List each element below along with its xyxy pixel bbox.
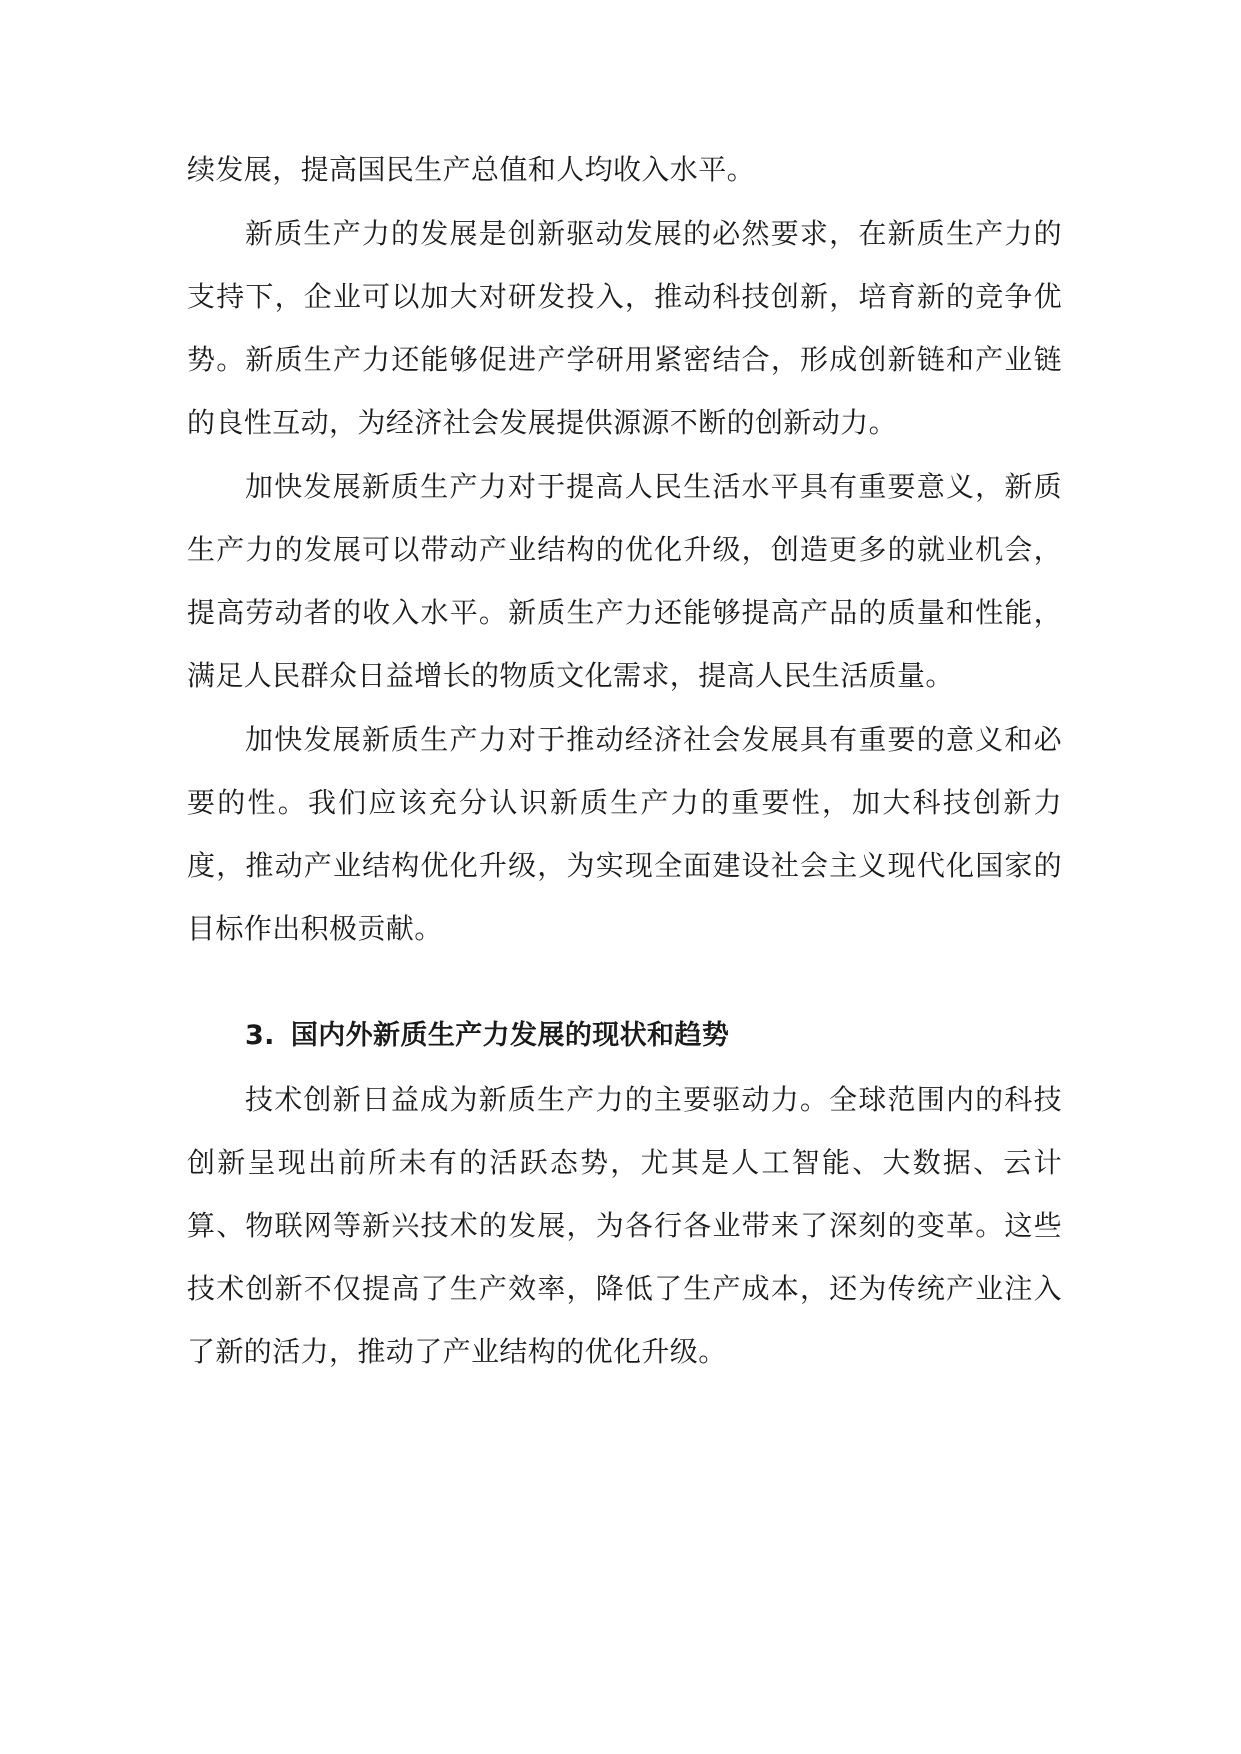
paragraph-tech-innovation: 技术创新日益成为新质生产力的主要驱动力。全球范围内的科技创新呈现出前所未有的活跃态势，尤其是人工智能、大数据、云计算、物联网等新兴技术的发展，为各行各业带来了深刻的变革。这些技术创新不仅提高了生产效率，降低了生产成本，还为传统产业注入了新的活力，推动了产业结构的优化升级。: [187, 1083, 1062, 1368]
paragraph-living-standards: 加快发展新质生产力对于提高人民生活水平具有重要意义，新质生产力的发展可以带动产业结构的优化升级，创造更多的就业机会，提高劳动者的收入水平。新质生产力还能够提高产品的质量和性能，满足人民群众日益增长的物质文化需求，提高人民生活质量。: [187, 470, 1062, 692]
section-heading: [187, 1004, 1062, 1067]
section-number: 3.: [245, 1020, 275, 1051]
paragraph-innovation-driven: 新质生产力的发展是创新驱动发展的必然要求，在新质生产力的支持下，企业可以加大对研发投入，推动科技创新，培育新的竞争优势。新质生产力还能够促进产学研用紧密结合，形成创新链和产业链的良性互动，为经济社会发展提供源源不断的创新动力。: [187, 217, 1062, 439]
section-title: 国内外新质生产力发展的现状和趋势: [290, 1020, 730, 1051]
paragraph-continuation: 续发展，提高国民生产总值和人均收入水平。: [187, 153, 756, 186]
document-body: [187, 138, 1062, 1384]
paragraph-significance: 加快发展新质生产力对于推动经济社会发展具有重要的意义和必要的性。我们应该充分认识新质生产力的重要性，加大科技创新力度，推动产业结构优化升级，为实现全面建设社会主义现代化国家的目标作出积极贡献。: [187, 723, 1062, 945]
